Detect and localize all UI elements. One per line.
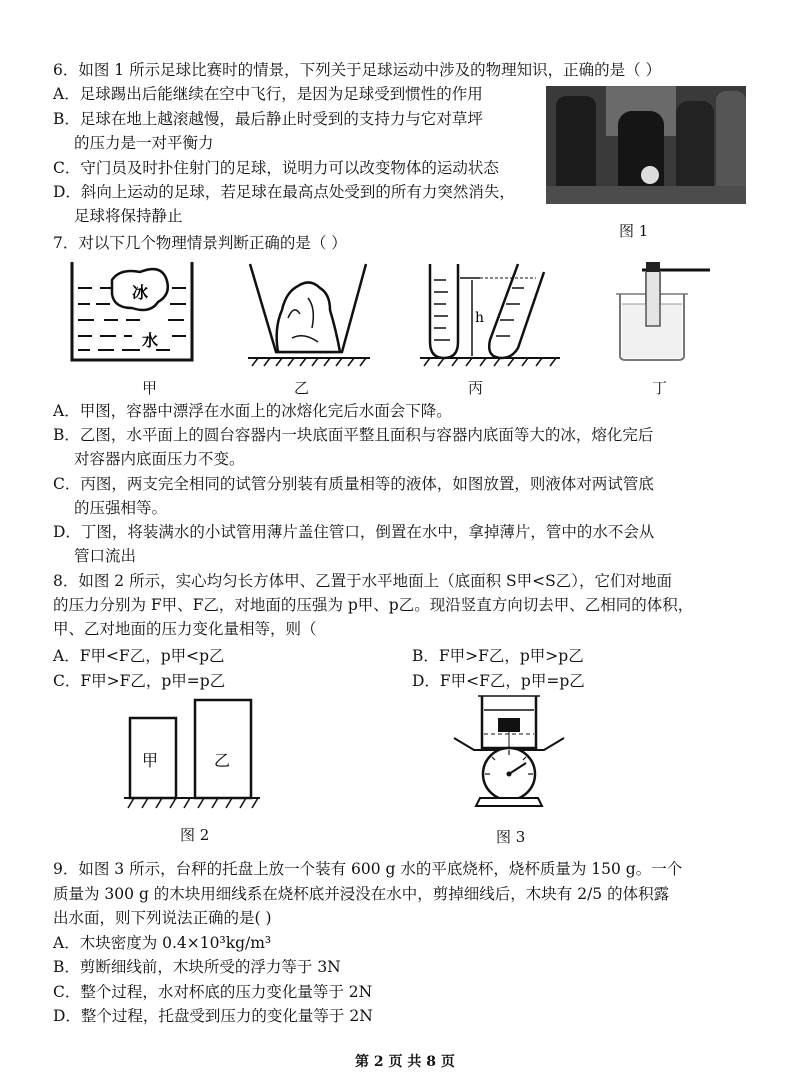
h-label: h: [475, 310, 485, 326]
q6-option-a: A．足球踢出后能继续在空中飞行，是因为足球受到惯性的作用: [53, 85, 483, 103]
figure-jia-ice-container: [72, 262, 192, 360]
block-yi-label: 乙: [214, 751, 231, 770]
q8-option-a: A．F甲<F乙，p甲<p乙: [53, 647, 225, 665]
q9-option-c: C．整个过程，水对杯底的压力变化量等于 2N: [53, 983, 373, 1001]
page-footer: 第 2 页 共 8 页: [355, 1054, 455, 1070]
q9-option-b: B．剪断细线前，木块所受的浮力等于 3N: [53, 958, 341, 976]
q7-stem: 7．对以下几个物理情景判断正确的是（ ）: [53, 234, 347, 252]
fig2-caption: 图 2: [180, 826, 210, 844]
q9-stem-line1: 9．如图 3 所示，台秤的托盘上放一个装有 600 g 水的平底烧杯，烧杯质量为 150 g。一个: [53, 860, 683, 878]
q7-option-a: A．甲图，容器中漂浮在水面上的冰熔化完后水面会下降。: [53, 402, 452, 420]
q9-option-d: D．整个过程，托盘受到压力的变化量等于 2N: [53, 1007, 373, 1025]
q8-option-c: C．F甲>F乙，p甲=p乙: [53, 672, 226, 690]
figure-bing-test-tubes: [420, 264, 560, 366]
caption-ding: 丁: [652, 379, 668, 397]
q9-stem-line3: 出水面，则下列说法正确的是( ): [53, 909, 272, 927]
q7-figures: [60, 258, 750, 370]
figure-ding-inverted-tube: [616, 262, 710, 360]
q6-option-b-line2: 的压力是一对平衡力: [74, 134, 214, 152]
q7-option-b-line2: 对容器内底面压力不变。: [74, 450, 245, 468]
q8-stem-line2: 的压力分别为 F甲、F乙，对地面的压强为 p甲、p乙。现沿竖直方向切去甲、乙相同的体积，: [53, 596, 694, 614]
caption-yi: 乙: [294, 379, 310, 397]
fig3-caption: 图 3: [496, 828, 526, 846]
q7-option-d-line2: 管口流出: [74, 547, 137, 565]
figure-yi-frustum-container: [248, 264, 370, 366]
caption-bing: 丙: [468, 379, 484, 397]
fig1-caption: 图 1: [619, 222, 649, 240]
q9-stem-line2: 质量为 300 g 的木块用细线系在烧杯底并浸没在水中，剪掉细线后，木块有 2/5 的体积露: [53, 885, 670, 903]
soccer-photo: [546, 86, 746, 204]
q8-stem-line3: 甲、乙对地面的压力变化量相等，则（: [53, 620, 317, 638]
q6-option-c: C．守门员及时扑住射门的足球，说明力可以改变物体的运动状态: [53, 159, 499, 177]
figure2-blocks: [120, 696, 270, 816]
q6-stem: 6．如图 1 所示足球比赛时的情景，下列关于足球运动中涉及的物理知识，正确的是（ ）: [53, 61, 662, 79]
q8-option-b: B．F甲>F乙，p甲>p乙: [412, 647, 584, 665]
q8-stem-line1: 8．如图 2 所示，实心均匀长方体甲、乙置于水平地面上（底面积 S甲<S乙），它们对地面: [53, 572, 672, 590]
q7-option-d-line1: D．丁图，将装满水的小试管用薄片盖住管口，倒置在水中，拿掉薄片，管中的水不会从: [53, 523, 655, 541]
caption-jia: 甲: [142, 379, 158, 397]
q7-option-b-line1: B．乙图，水平面上的圆台容器内一块底面平整且面积与容器内底面等大的冰，熔化完后: [53, 426, 654, 444]
q7-option-c-line1: C．丙图，两支完全相同的试管分别装有质量相等的液体，如图放置，则液体对两试管底: [53, 475, 654, 493]
q6-option-d-line2: 足球将保持静止: [74, 207, 183, 225]
ice-label: 冰: [132, 283, 149, 302]
q8-option-d: D．F甲<F乙，p甲=p乙: [412, 672, 585, 690]
q9-option-a: A．木块密度为 0.4×10³kg/m³: [53, 934, 272, 952]
figure3-scale: [440, 690, 580, 818]
q7-option-c-line2: 的压强相等。: [74, 499, 168, 517]
q6-option-d-line1: D．斜向上运动的足球，若足球在最高点处受到的所有力突然消失，: [53, 183, 515, 201]
q6-option-b-line1: B．足球在地上越滚越慢，最后静止时受到的支持力与它对草坪: [53, 110, 483, 128]
water-label: 水: [142, 331, 159, 350]
block-jia-label: 甲: [142, 751, 159, 770]
